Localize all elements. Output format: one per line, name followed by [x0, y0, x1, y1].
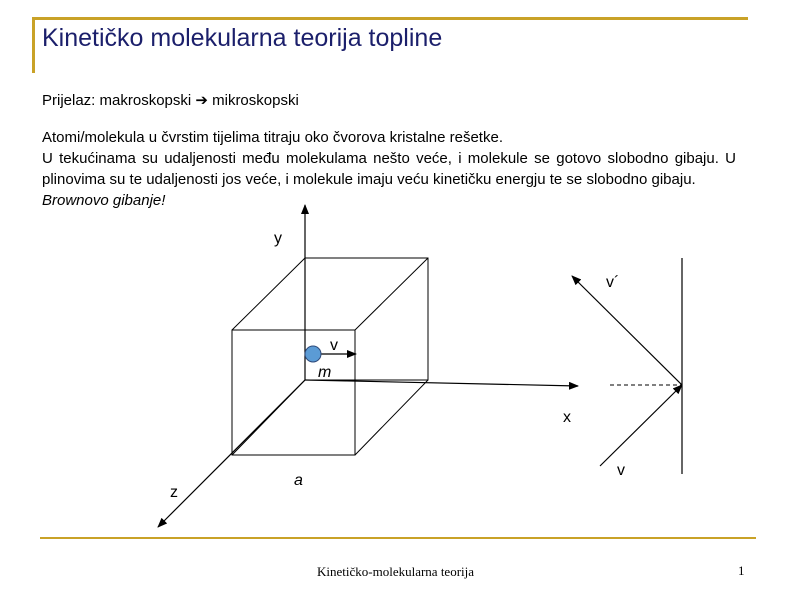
- incoming-velocity-arrow: [600, 385, 682, 466]
- cube-edge: [232, 258, 305, 330]
- paragraph-brownian: Brownovo gibanje!: [42, 192, 166, 209]
- molecule: [305, 346, 321, 362]
- footer-title: Kinetičko-molekularna teorija: [317, 564, 475, 579]
- incoming-velocity-label: v: [617, 462, 625, 479]
- edge-length-label: a: [294, 472, 303, 489]
- x-axis: [305, 380, 578, 386]
- slide-subtitle: Prijelaz: makroskopski ➔ mikroskopski: [42, 92, 299, 109]
- reflected-velocity-label: v´: [606, 274, 620, 291]
- footer-accent-line: [40, 537, 756, 539]
- cube-edge: [355, 380, 428, 455]
- slide-title: Kinetičko molekularna teorija topline: [42, 24, 443, 52]
- x-axis-label: x: [563, 409, 571, 426]
- page-number: 1: [738, 563, 745, 578]
- paragraph-solids: Atomi/molekula u čvrstim tijelima titraju oko čvorova kristalne rešetke.: [42, 129, 503, 146]
- cube-edge: [355, 258, 428, 330]
- reflected-velocity-arrow: [572, 276, 682, 385]
- y-axis-label: y: [274, 230, 282, 247]
- mass-label: m: [318, 364, 332, 381]
- paragraph-liquids-gases: U tekućinama su udaljenosti među molekulama nešto veće, i molekule se gotovo slobodno gibaju. U plinovima su te udaljenosti jos veće, i molekule imaju veću kinetičku energju te se slobodno gibaju.: [42, 150, 736, 188]
- velocity-label: v: [330, 337, 338, 354]
- z-axis-label: z: [170, 484, 178, 501]
